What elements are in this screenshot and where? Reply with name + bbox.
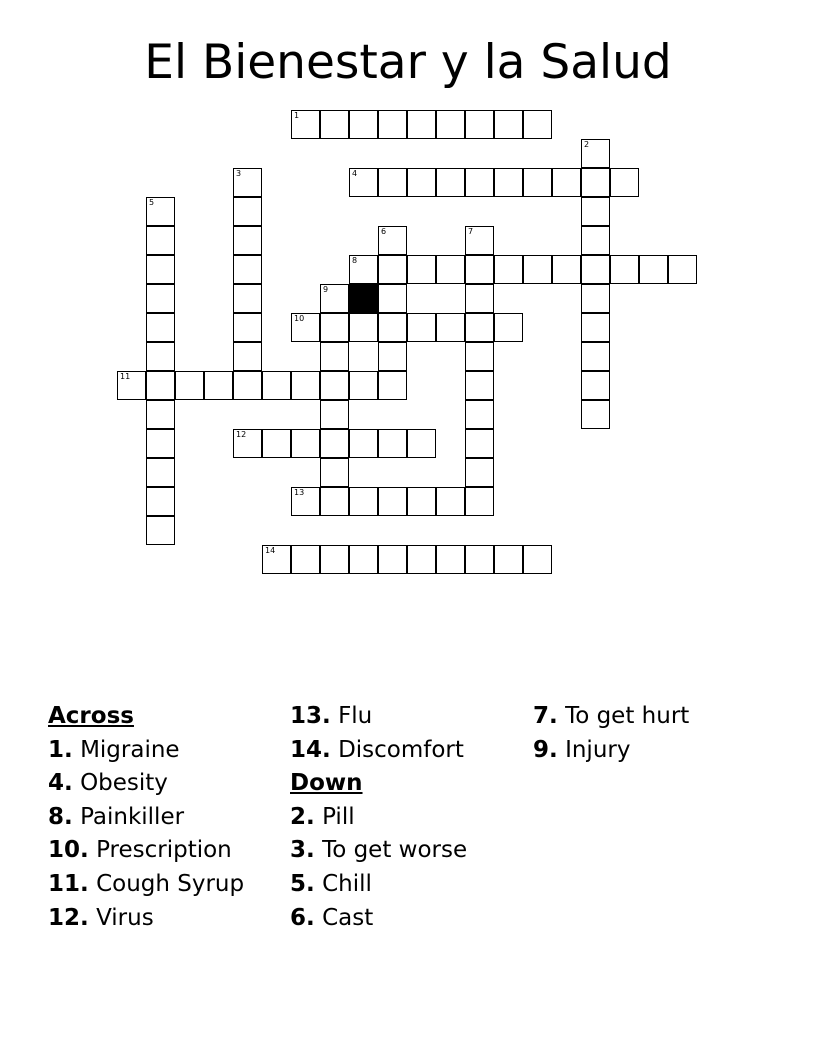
grid-cell[interactable] [320, 342, 349, 371]
grid-cell[interactable] [494, 545, 523, 574]
clue-column-2 [290, 700, 467, 935]
clue-number-label: 2 [584, 140, 590, 149]
grid-cell[interactable] [523, 110, 552, 139]
down-clue-7 [533, 700, 689, 734]
grid-cell[interactable] [349, 110, 378, 139]
grid-cell[interactable] [146, 197, 175, 226]
clue-number: 9. [533, 736, 558, 763]
grid-cell[interactable] [320, 313, 349, 342]
grid-cell[interactable] [494, 110, 523, 139]
clue-text: Injury [565, 736, 631, 763]
grid-cell[interactable] [233, 168, 262, 197]
grid-cell[interactable] [581, 226, 610, 255]
down-heading: Down [290, 770, 363, 797]
grid-cell[interactable] [494, 255, 523, 284]
grid-cell[interactable] [146, 516, 175, 545]
grid-cell[interactable] [378, 284, 407, 313]
across-clue-11 [48, 868, 244, 902]
clue-number-label: 5 [149, 198, 155, 207]
grid-cell[interactable] [465, 342, 494, 371]
grid-cell[interactable] [581, 371, 610, 400]
down-clue-2 [290, 801, 467, 835]
grid-cell[interactable] [465, 168, 494, 197]
across-clue-12 [48, 902, 244, 936]
grid-cell[interactable] [552, 255, 581, 284]
clue-text: Painkiller [80, 803, 185, 830]
clue-number: 13. [290, 703, 331, 729]
grid-cell[interactable] [291, 110, 320, 139]
grid-cell[interactable] [291, 313, 320, 342]
grid-cell[interactable] [146, 226, 175, 255]
grid-cell[interactable] [407, 545, 436, 574]
grid-cell[interactable] [378, 342, 407, 371]
grid-cell[interactable] [436, 110, 465, 139]
clue-number-label: 14 [265, 546, 276, 555]
grid-cell[interactable] [291, 429, 320, 458]
black-square [349, 284, 378, 313]
down-clue-9 [533, 734, 689, 768]
clue-number: 3. [290, 837, 315, 864]
clue-number: 1. [48, 736, 73, 763]
clue-text: Obesity [80, 770, 168, 797]
clue-number: 7. [533, 703, 558, 729]
grid-cell[interactable] [320, 429, 349, 458]
clue-number-label: 13 [294, 488, 305, 497]
grid-cell[interactable] [465, 371, 494, 400]
clue-text: Chill [322, 870, 372, 897]
clue-number: 8. [48, 803, 73, 830]
clue-text: Cough Syrup [96, 870, 245, 897]
clue-number-label: 1 [294, 111, 300, 120]
clue-number: 12. [48, 904, 89, 931]
grid-cell[interactable] [175, 371, 204, 400]
grid-cell[interactable] [465, 255, 494, 284]
clue-column-3 [533, 700, 689, 767]
clue-text: Virus [96, 904, 154, 931]
grid-cell[interactable] [610, 168, 639, 197]
down-clue-5 [290, 868, 467, 902]
grid-cell[interactable] [233, 255, 262, 284]
grid-cell[interactable] [465, 400, 494, 429]
clue-number: 5. [290, 870, 315, 897]
grid-cell[interactable] [378, 255, 407, 284]
grid-cell[interactable] [436, 313, 465, 342]
grid-cell[interactable] [378, 371, 407, 400]
grid-cell[interactable] [146, 255, 175, 284]
grid-cell[interactable] [262, 429, 291, 458]
grid-cell[interactable] [146, 342, 175, 371]
grid-cell[interactable] [291, 545, 320, 574]
clue-text: To get worse [322, 837, 468, 864]
across-heading: Across [48, 703, 134, 729]
clue-number: 2. [290, 803, 315, 830]
grid-cell[interactable] [581, 400, 610, 429]
clue-number: 10. [48, 837, 89, 864]
grid-cell[interactable] [436, 255, 465, 284]
clue-text: Migraine [80, 736, 180, 763]
grid-cell[interactable] [320, 110, 349, 139]
across-clue-8 [48, 801, 244, 835]
clue-number-label: 11 [120, 372, 131, 381]
grid-cell[interactable] [349, 168, 378, 197]
grid-cell[interactable] [378, 487, 407, 516]
grid-cell[interactable] [233, 371, 262, 400]
grid-cell[interactable] [407, 429, 436, 458]
grid-cell[interactable] [465, 429, 494, 458]
clue-number-label: 12 [236, 430, 247, 439]
grid-cell[interactable] [378, 168, 407, 197]
grid-cell[interactable] [146, 400, 175, 429]
grid-cell[interactable] [581, 284, 610, 313]
grid-cell[interactable] [320, 400, 349, 429]
across-clue-14 [290, 734, 467, 768]
grid-cell[interactable] [146, 458, 175, 487]
grid-cell[interactable] [523, 545, 552, 574]
clue-text: Pill [322, 803, 355, 830]
grid-cell[interactable] [233, 313, 262, 342]
grid-cell[interactable] [378, 313, 407, 342]
grid-cell[interactable] [465, 313, 494, 342]
grid-cell[interactable] [349, 487, 378, 516]
grid-cell[interactable] [378, 226, 407, 255]
clue-number: 4. [48, 770, 73, 797]
grid-cell[interactable] [204, 371, 233, 400]
grid-cell[interactable] [639, 255, 668, 284]
grid-cell[interactable] [436, 545, 465, 574]
grid-cell[interactable] [349, 313, 378, 342]
grid-cell[interactable] [581, 139, 610, 168]
grid-cell[interactable] [262, 545, 291, 574]
grid-cell[interactable] [552, 168, 581, 197]
grid-cell[interactable] [436, 487, 465, 516]
clue-column-1 [48, 700, 244, 935]
grid-cell[interactable] [349, 255, 378, 284]
grid-cell[interactable] [146, 429, 175, 458]
grid-cell[interactable] [581, 342, 610, 371]
grid-cell[interactable] [349, 545, 378, 574]
grid-cell[interactable] [378, 545, 407, 574]
grid-cell[interactable] [465, 110, 494, 139]
across-clue-10 [48, 834, 244, 868]
grid-cell[interactable] [349, 429, 378, 458]
clue-text: Flu [338, 703, 373, 729]
down-clue-3 [290, 834, 467, 868]
grid-cell[interactable] [465, 458, 494, 487]
grid-cell[interactable] [407, 110, 436, 139]
grid-cell[interactable] [146, 284, 175, 313]
across-clue-13 [290, 700, 467, 734]
grid-cell[interactable] [233, 284, 262, 313]
grid-cell[interactable] [262, 371, 291, 400]
across-clue-4 [48, 767, 244, 801]
clue-number: 14. [290, 736, 331, 763]
grid-cell[interactable] [581, 313, 610, 342]
clue-number-label: 6 [381, 227, 387, 236]
grid-cell[interactable] [494, 313, 523, 342]
grid-cell[interactable] [320, 458, 349, 487]
grid-cell[interactable] [436, 168, 465, 197]
grid-cell[interactable] [610, 255, 639, 284]
clue-number-label: 9 [323, 285, 329, 294]
clue-number-label: 8 [352, 256, 358, 265]
grid-cell[interactable] [523, 255, 552, 284]
clue-number-label: 4 [352, 169, 358, 178]
clue-text: Discomfort [338, 736, 464, 763]
grid-cell[interactable] [320, 371, 349, 400]
clue-text: To get hurt [565, 703, 690, 729]
grid-cell[interactable] [146, 313, 175, 342]
grid-cell[interactable] [465, 545, 494, 574]
grid-cell[interactable] [349, 371, 378, 400]
grid-cell[interactable] [233, 197, 262, 226]
clue-list [48, 700, 788, 960]
grid-cell[interactable] [523, 168, 552, 197]
grid-cell[interactable] [117, 371, 146, 400]
clue-number-label: 10 [294, 314, 305, 323]
grid-cell[interactable] [407, 255, 436, 284]
clue-number: 6. [290, 904, 315, 931]
grid-cell[interactable] [291, 487, 320, 516]
grid-cell[interactable] [378, 429, 407, 458]
clue-number: 11. [48, 870, 89, 897]
grid-cell[interactable] [320, 284, 349, 313]
grid-cell[interactable] [233, 429, 262, 458]
grid-cell[interactable] [581, 197, 610, 226]
grid-cell[interactable] [465, 487, 494, 516]
grid-cell[interactable] [233, 226, 262, 255]
grid-cell[interactable] [668, 255, 697, 284]
across-clue-1 [48, 734, 244, 768]
clue-number-label: 7 [468, 227, 474, 236]
grid-cell[interactable] [291, 371, 320, 400]
clue-number-label: 3 [236, 169, 242, 178]
grid-cell[interactable] [581, 168, 610, 197]
grid-cell[interactable] [581, 255, 610, 284]
grid-cell[interactable] [146, 487, 175, 516]
grid-cell[interactable] [146, 371, 175, 400]
grid-cell[interactable] [407, 168, 436, 197]
puzzle-title: El Bienestar y la Salud [144, 35, 672, 90]
grid-cell[interactable] [407, 313, 436, 342]
down-clue-6 [290, 902, 467, 936]
grid-cell[interactable] [320, 487, 349, 516]
grid-cell[interactable] [378, 110, 407, 139]
clue-text: Cast [322, 904, 374, 931]
grid-cell[interactable] [407, 487, 436, 516]
grid-cell[interactable] [465, 284, 494, 313]
grid-cell[interactable] [494, 168, 523, 197]
grid-cell[interactable] [465, 226, 494, 255]
grid-cell[interactable] [233, 342, 262, 371]
clue-text: Prescription [96, 837, 232, 864]
grid-cell[interactable] [320, 545, 349, 574]
